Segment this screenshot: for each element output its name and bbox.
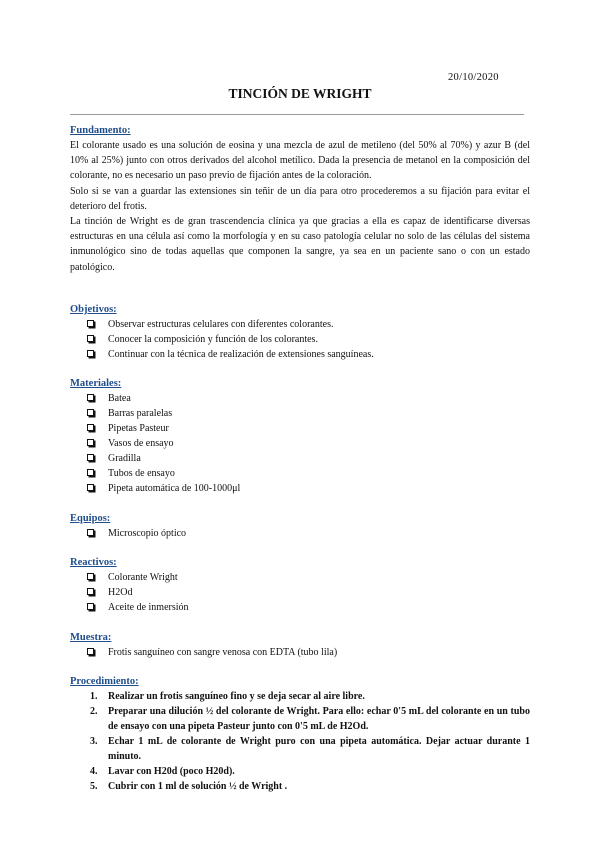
section-procedimiento bbox=[70, 675, 530, 794]
section-materiales bbox=[70, 377, 530, 496]
checkbox-bullet-icon bbox=[87, 439, 94, 446]
list-item: Barras paralelas bbox=[70, 406, 530, 421]
section-heading: Procedimiento: bbox=[70, 676, 139, 687]
section-equipos bbox=[70, 512, 530, 541]
list-item: Observar estructuras celulares con diferentes colorantes. bbox=[70, 317, 530, 332]
paragraph: La tinción de Wright es de gran trascendencia clínica ya que gracias a ella es capaz de identificarse diversas estructuras en una célula así como la morfología y en su caso patología celular no solo de las células del sistema inmunológico sino de todas aquellas que componen la sangre, ya sea en un paciente sano o con un estado patológico. bbox=[70, 216, 530, 273]
page-title: TINCIÓN DE WRIGHT bbox=[228, 86, 372, 101]
section-objetivos bbox=[70, 303, 530, 362]
procedure-step: 4. Lavar con H20d (poco H20d). bbox=[90, 766, 235, 777]
list-item: Microscopio óptico bbox=[70, 526, 530, 541]
list-item: Continuar con la técnica de realización de extensiones sanguíneas. bbox=[70, 347, 530, 362]
section-heading: Equipos: bbox=[70, 513, 111, 524]
checkbox-bullet-icon bbox=[87, 454, 94, 461]
checkbox-bullet-icon bbox=[87, 320, 94, 327]
section-reactivos bbox=[70, 556, 530, 615]
procedure-step: 1. Realizar un frotis sanguíneo fino y se deja secar al aire libre. bbox=[90, 691, 365, 702]
list-item: Pipetas Pasteur bbox=[70, 421, 530, 436]
list-item: Pipeta automática de 100-1000μl bbox=[70, 481, 530, 496]
paragraph: El colorante usado es una solución de eosina y una mezcla de azul de metileno (del 50% al 70%) y azur B (del 10% al 25%) junto con otros derivados del alcohol metílico. Dada la presencia de metanol en la composición del colorante, no es necesario un paso previo de fijación antes de la coloración. bbox=[70, 140, 530, 182]
section-muestra bbox=[70, 631, 530, 660]
section-heading: Reactivos: bbox=[70, 557, 117, 568]
checkbox-bullet-icon bbox=[87, 588, 94, 595]
list-item: H2Od bbox=[70, 585, 530, 600]
list-item: Vasos de ensayo bbox=[70, 436, 530, 451]
title-divider bbox=[70, 114, 524, 115]
checkbox-bullet-icon bbox=[87, 603, 94, 610]
section-heading: Materiales: bbox=[70, 378, 122, 389]
checkbox-bullet-icon bbox=[87, 335, 94, 342]
checkbox-bullet-icon bbox=[87, 529, 94, 536]
checkbox-bullet-icon bbox=[87, 648, 94, 655]
list-item: Tubos de ensayo bbox=[70, 466, 530, 481]
checkbox-bullet-icon bbox=[87, 469, 94, 476]
section-heading: Objetivos: bbox=[70, 304, 117, 315]
section-heading: Muestra: bbox=[70, 632, 112, 643]
checkbox-bullet-icon bbox=[87, 409, 94, 416]
list-item: Batea bbox=[70, 391, 530, 406]
procedure-step: 5. Cubrir con 1 ml de solución ½ de Wright . bbox=[90, 781, 288, 792]
document-date: 20/10/2020 bbox=[448, 72, 499, 83]
checkbox-bullet-icon bbox=[87, 350, 94, 357]
list-item: Gradilla bbox=[70, 451, 530, 466]
checkbox-bullet-icon bbox=[87, 424, 94, 431]
checkbox-bullet-icon bbox=[87, 484, 94, 491]
checkbox-bullet-icon bbox=[87, 394, 94, 401]
procedure-step: 3. Echar 1 mL de colorante de Wright puro con una pipeta automática. Dejar actuar durante 1 minuto. bbox=[90, 736, 530, 762]
list-item: Frotis sanguíneo con sangre venosa con EDTA (tubo lila) bbox=[70, 645, 530, 660]
procedure-step: 2. Preparar una dilución ½ del colorante de Wright. Para ello: echar 0'5 mL del colorante en un tubo de ensayo con una pipeta Pasteur junto con 0'5 mL de H2Od. bbox=[90, 706, 530, 732]
list-item: Conocer la composición y función de los colorantes. bbox=[70, 332, 530, 347]
list-item: Colorante Wright bbox=[70, 570, 530, 585]
list-item: Aceite de inmersión bbox=[70, 600, 530, 615]
checkbox-bullet-icon bbox=[87, 573, 94, 580]
paragraph: Solo si se van a guardar las extensiones sin teñir de un día para otro procederemos a su fijación para evitar el deterioro del frotis. bbox=[70, 185, 530, 212]
section-fundamento bbox=[70, 124, 530, 275]
section-heading: Fundamento: bbox=[70, 125, 131, 136]
